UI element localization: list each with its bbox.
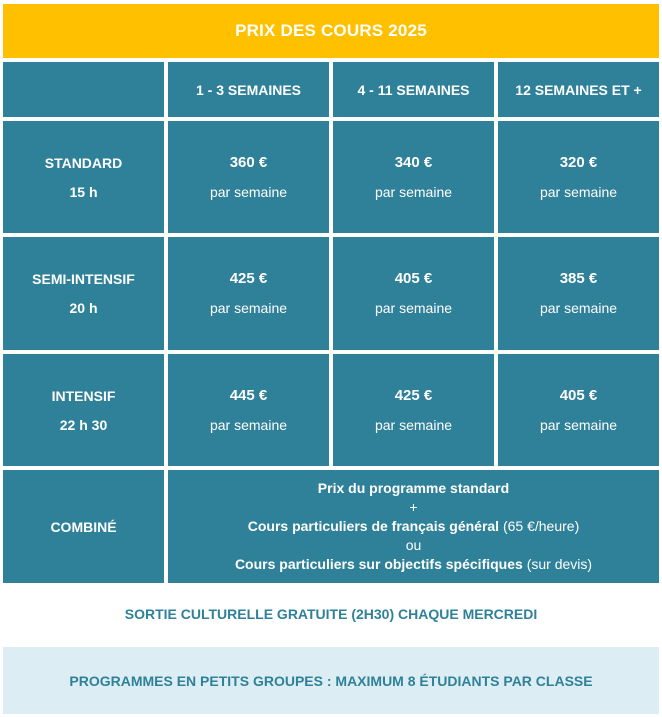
price-amount: 320 € [559, 153, 598, 171]
course-name: STANDARD [44, 154, 123, 171]
course-hours: 20 h [69, 300, 98, 316]
course-name: INTENSIF [51, 387, 116, 404]
combined-line-1: Prix du programme standard [317, 480, 510, 496]
row-label-intensif [3, 354, 164, 466]
price-cell [498, 354, 659, 466]
row-label-combine [3, 470, 164, 583]
price-cell [168, 121, 329, 233]
combined-plus: + [409, 499, 418, 515]
price-cell [498, 237, 659, 350]
price-unit: par semaine [209, 300, 288, 316]
price-unit: par semaine [374, 300, 453, 316]
header-empty-cell [3, 62, 164, 117]
page-title: PRIX DES COURS 2025 [3, 4, 659, 58]
price-unit: par semaine [539, 300, 618, 316]
combined-or: ou [405, 537, 422, 553]
combined-line-2-note: (65 €/heure) [499, 518, 580, 534]
price-amount: 445 € [229, 386, 268, 404]
price-amount: 360 € [229, 153, 268, 171]
combined-line-3-note: (sur devis) [522, 556, 593, 572]
price-cell [498, 121, 659, 233]
combined-description [168, 470, 659, 583]
price-unit: par semaine [209, 416, 288, 433]
course-name: SEMI-INTENSIF [32, 271, 135, 287]
price-amount: 425 € [229, 270, 268, 287]
price-cell [168, 354, 329, 466]
price-cell [333, 237, 494, 350]
price-amount: 340 € [394, 153, 433, 171]
column-header-1-3-weeks: 1 - 3 SEMAINES [168, 62, 329, 117]
price-amount: 385 € [559, 270, 598, 287]
price-unit: par semaine [374, 183, 453, 200]
price-amount: 405 € [394, 270, 433, 287]
course-name: COMBINÉ [50, 518, 117, 535]
row-label-standard [3, 121, 164, 233]
price-unit: par semaine [374, 416, 453, 433]
price-unit: par semaine [539, 416, 618, 433]
price-cell [168, 237, 329, 350]
cultural-outing-note: SORTIE CULTURELLE GRATUITE (2H30) CHAQUE MERCREDI [124, 606, 538, 622]
course-hours: 22 h 30 [59, 416, 108, 433]
price-unit: par semaine [209, 183, 288, 200]
price-unit: par semaine [539, 183, 618, 200]
price-cell [333, 354, 494, 466]
price-amount: 405 € [559, 386, 598, 404]
column-header-4-11-weeks: 4 - 11 SEMAINES [333, 62, 494, 117]
row-label-semi-intensif [3, 237, 164, 350]
price-cell [333, 121, 494, 233]
combined-line-2: Cours particuliers de français général [247, 518, 500, 534]
price-amount: 425 € [394, 386, 433, 404]
small-groups-note: PROGRAMMES EN PETITS GROUPES : MAXIMUM 8 ÉTUDIANTS PAR CLASSE [3, 647, 659, 714]
column-header-12-plus-weeks: 12 SEMAINES ET + [498, 62, 659, 117]
course-hours: 15 h [69, 183, 98, 200]
combined-line-3: Cours particuliers sur objectifs spécifiques [234, 556, 523, 572]
